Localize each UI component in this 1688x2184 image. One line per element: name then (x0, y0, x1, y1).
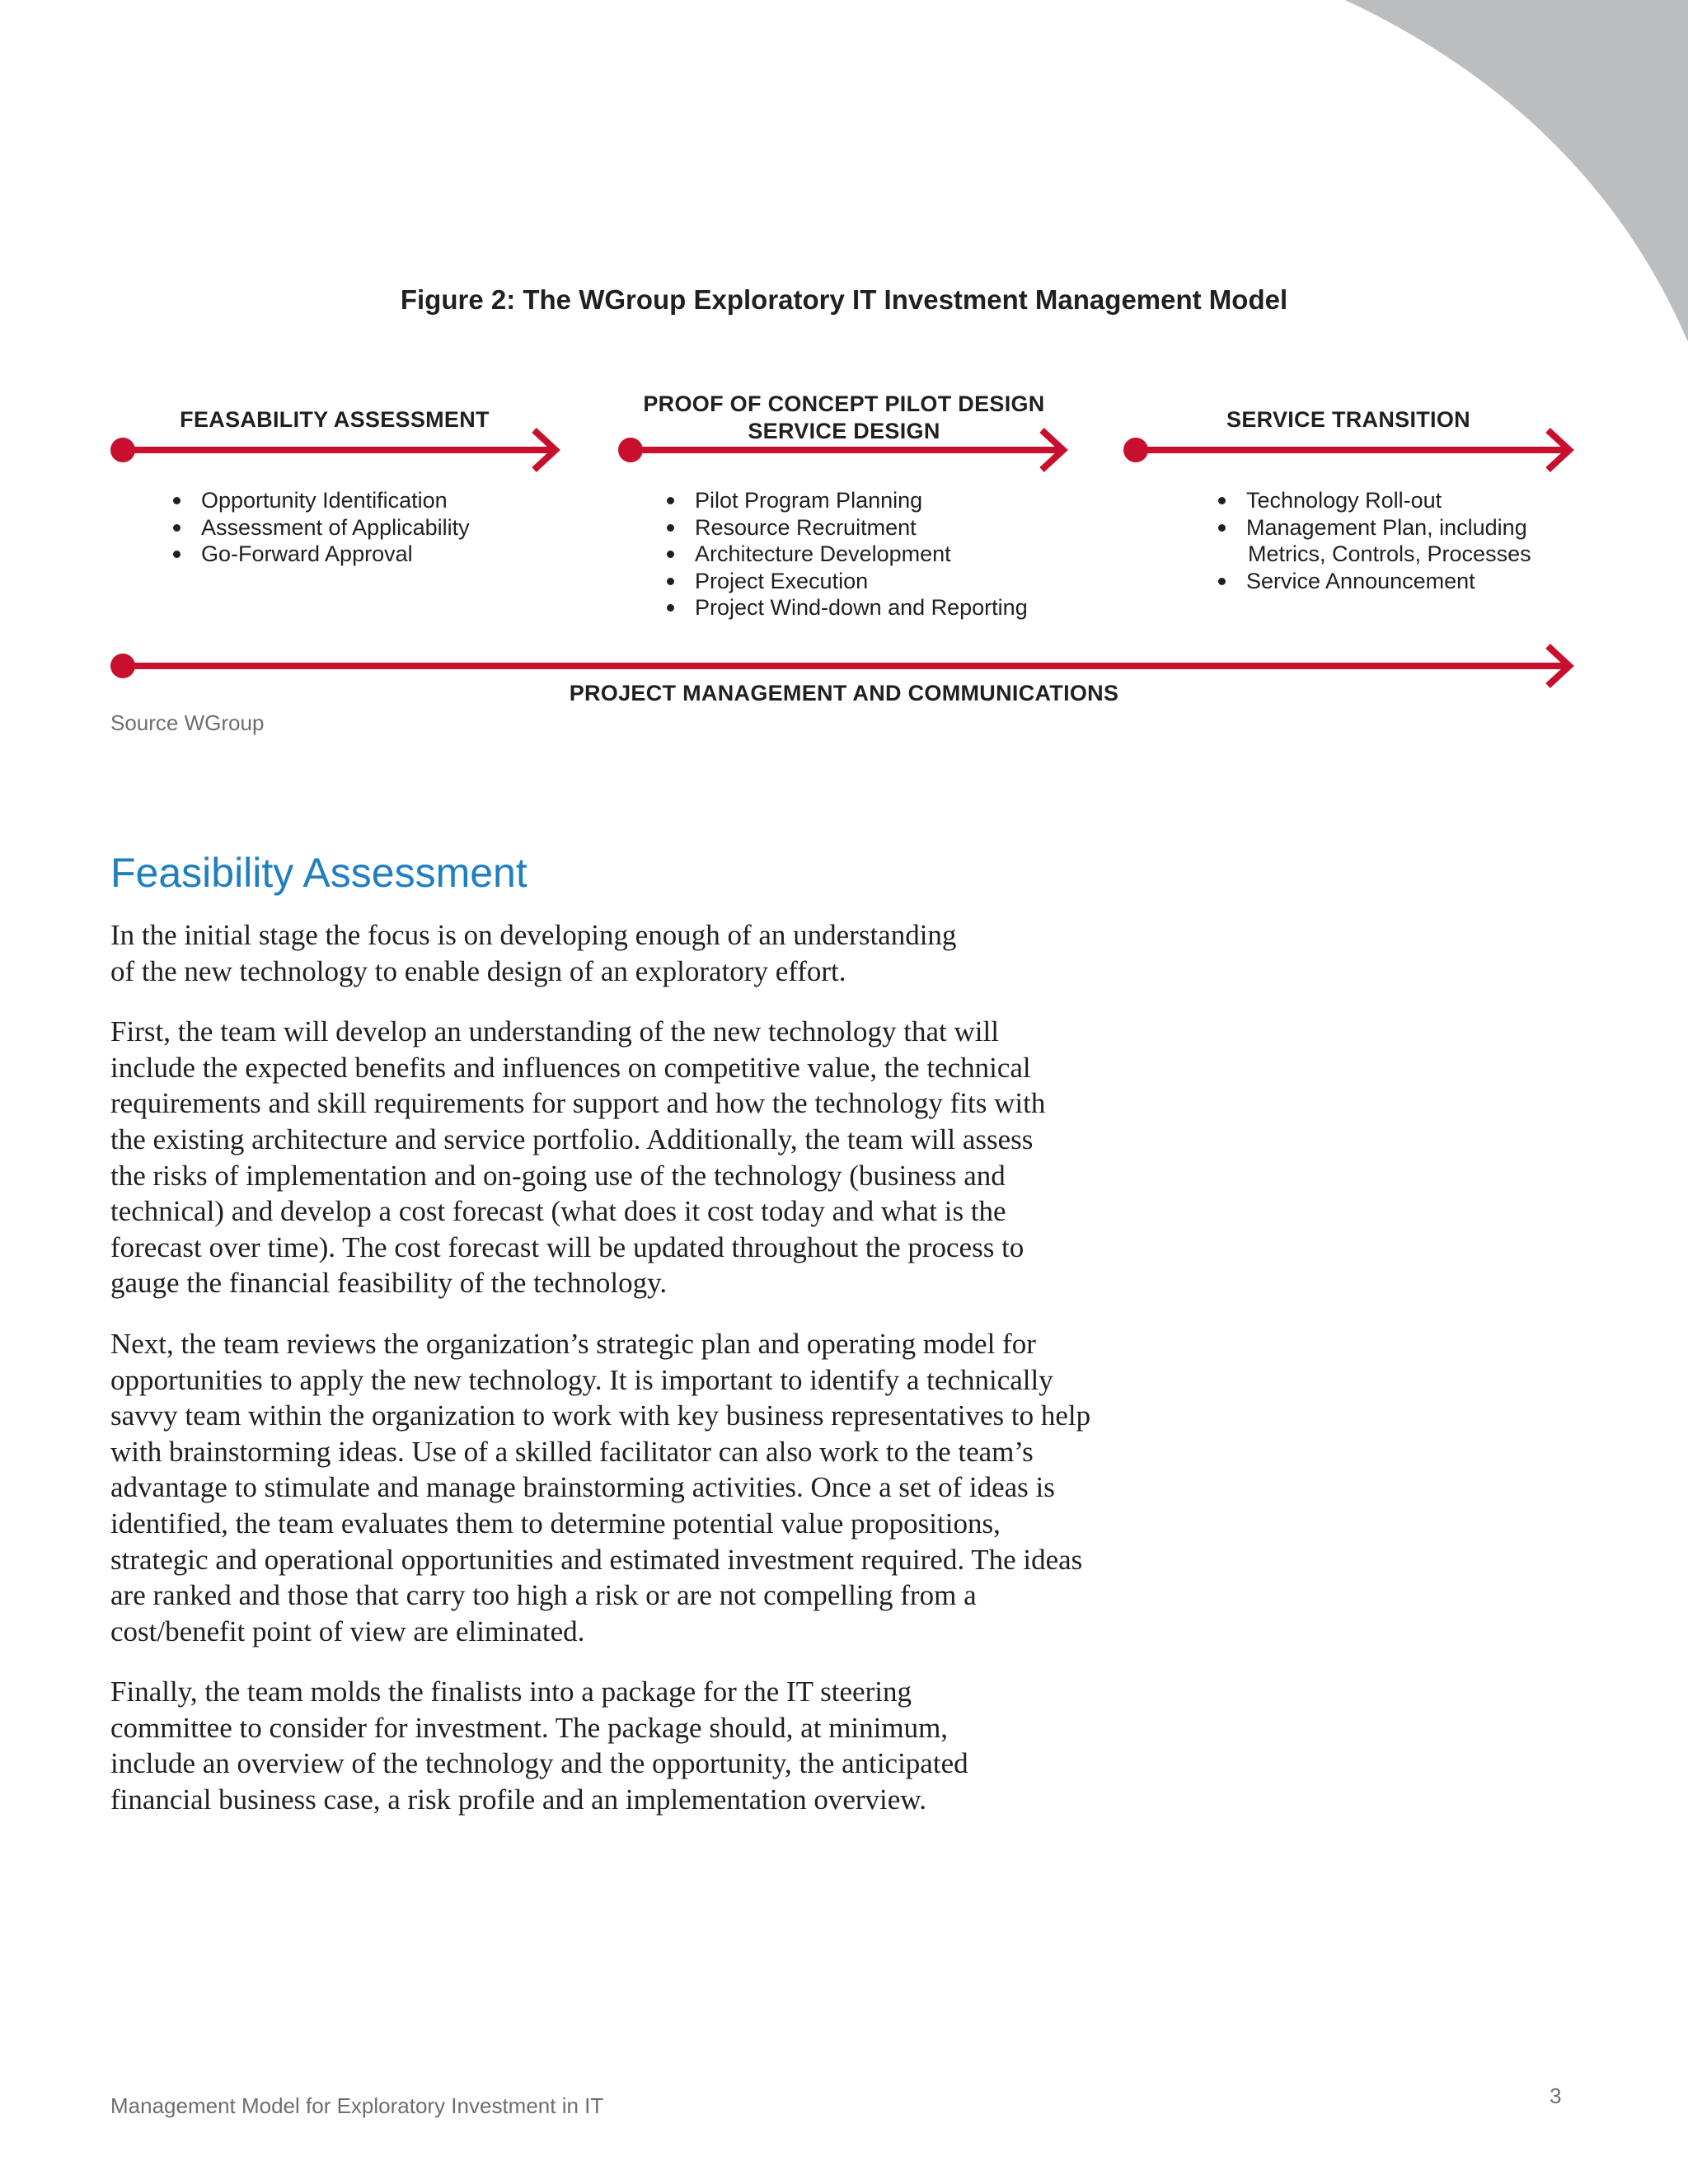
stage-3-list (1217, 487, 1531, 594)
page-number: 3 (1550, 2083, 1562, 2108)
figure-title: Figure 2: The WGroup Exploratory IT Investment Management Model (400, 284, 1288, 315)
paragraph: Finally, the team molds the finalists into a package for the IT steering committee to consider for investment. The package should, at minimum, include an overview of the technology and the opportunity, the anticipated financial business case, a risk profile and an implementation overview. (110, 1675, 968, 1816)
project-management-label: PROJECT MANAGEMENT AND COMMUNICATIONS (569, 681, 1119, 705)
list-item: Technology Roll-out (1217, 487, 1531, 514)
stage-arrow-1 (110, 430, 556, 470)
list-item: Architecture Development (665, 541, 1028, 568)
stage-2-list (665, 487, 1028, 621)
paragraph: Next, the team reviews the organization’s strategic plan and operating model for opportunities to apply the new technology. It is important to identify a technically savvy team within the organization to work with key business representatives to help with brainstorming ideas. Use of a skilled facilitator can also work to the team’s advantage to stimulate and manage brainstorming activities. Once a set of ideas is identified, the team evaluates them to determine potential value propositions, strategic and operational opportunities and estimated investment required. The ideas are ranked and those that carry too high a risk or are not compelling from a cost/benefit point of view are eliminated. (110, 1327, 1091, 1647)
list-item: Service Announcement (1217, 568, 1531, 595)
list-item-continuation: Metrics, Controls, Processes (1248, 541, 1531, 566)
stage-arrow-3 (1123, 430, 1569, 470)
paragraph: First, the team will develop an understanding of the new technology that will include the expected benefits and influences on competitive value, the technical requirements and skill requirements for support and how the technology fits with the existing architecture and service portfolio. Additionally, the team will assess the risks of implementation and on-going use of the technology (business and technical) and develop a cost forecast (what does it cost today and what is the forecast over time). The cost forecast will be updated throughout the process to gauge the financial feasibility of the technology. (110, 1015, 1046, 1300)
footer-title: Management Model for Exploratory Investment in IT (110, 2093, 604, 2118)
process-flow-diagram (0, 0, 1688, 742)
list-item: Assessment of Applicability (171, 514, 470, 541)
list-item: Project Wind-down and Reporting (665, 594, 1028, 621)
body-text (110, 917, 1141, 1843)
list-item: Project Execution (665, 568, 1028, 595)
figure-source: Source WGroup (110, 710, 265, 735)
list-item: Go-Forward Approval (171, 541, 470, 568)
section-heading: Feasibility Assessment (110, 850, 528, 896)
project-management-arrow (110, 646, 1569, 686)
stage-1-list (171, 487, 470, 568)
stage-title-proof-of-concept: PROOF OF CONCEPT PILOT DESIGN SERVICE DESIGN (643, 391, 1045, 443)
paragraph: In the initial stage the focus is on developing enough of an understanding of the new technology to enable design of an exploratory effort. (110, 919, 957, 987)
list-item: Pilot Program Planning (665, 487, 1028, 514)
list-item: Management Plan, including (1217, 514, 1531, 541)
list-item: Resource Recruitment (665, 514, 1028, 541)
stage-title-service-transition: SERVICE TRANSITION (1226, 407, 1470, 432)
list-item: Opportunity Identification (171, 487, 470, 514)
stage-title-feasibility: FEASABILITY ASSESSMENT (180, 407, 490, 432)
